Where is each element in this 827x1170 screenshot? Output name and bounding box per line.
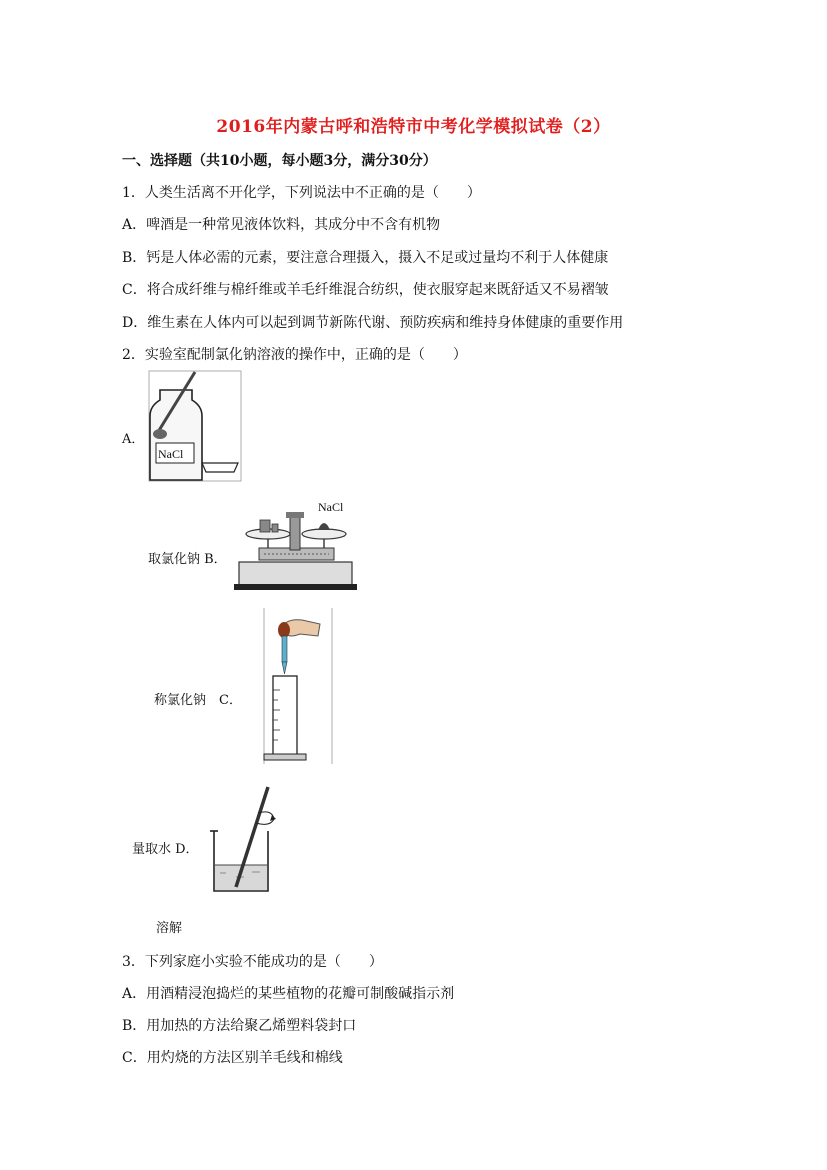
q3-option-b: B．用加热的方法给聚乙烯塑料袋封口 — [122, 1018, 357, 1034]
q2-label-a: A． — [122, 432, 145, 447]
graduated-cylinder-figure — [262, 606, 337, 766]
q1-option-a: A．啤酒是一种常见液体饮料，其成分中不含有机物 — [122, 217, 441, 233]
q1-option-d: D．维生素在人体内可以起到调节新陈代谢、预防疾病和维持身体健康的重要作用 — [122, 315, 624, 331]
q1-option-c: C．将合成纤维与棉纤维或羊毛纤维混合纺织，使衣服穿起来既舒适又不易褶皱 — [122, 282, 609, 298]
beaker-figure — [206, 783, 281, 895]
balance-label-nacl: NaCl — [318, 500, 344, 514]
q1-option-b: B．钙是人体必需的元素，要注意合理摄入，摄入不足或过量均不利于人体健康 — [122, 250, 609, 266]
q2-caption-b: 称氯化钠 C． — [154, 693, 242, 708]
exam-title: 2016年内蒙古呼和浩特市中考化学模拟试卷（2） — [216, 117, 611, 137]
q2-stem: 2．实验室配制氯化钠溶液的操作中，正确的是（ ） — [122, 347, 467, 363]
reagent-bottle-figure — [140, 368, 250, 483]
q3-option-a: A．用酒精浸泡捣烂的某些植物的花瓣可制酸碱指示剂 — [122, 986, 455, 1002]
q3-stem: 3．下列家庭小实验不能成功的是（ ） — [122, 954, 383, 970]
q2-caption-d: 溶解 — [156, 921, 183, 936]
q1-stem: 1．人类生活离不开化学，下列说法中不正确的是（ ） — [122, 185, 481, 201]
q3-option-c: C．用灼烧的方法区别羊毛线和棉线 — [122, 1050, 343, 1066]
q2-caption-a: 取氯化钠 B． — [148, 552, 227, 567]
bottle-label-nacl: NaCl — [158, 447, 184, 461]
q2-caption-c: 量取水 D． — [132, 842, 199, 857]
section-heading: 一、选择题（共10小题，每小题3分，满分30分） — [122, 153, 437, 169]
